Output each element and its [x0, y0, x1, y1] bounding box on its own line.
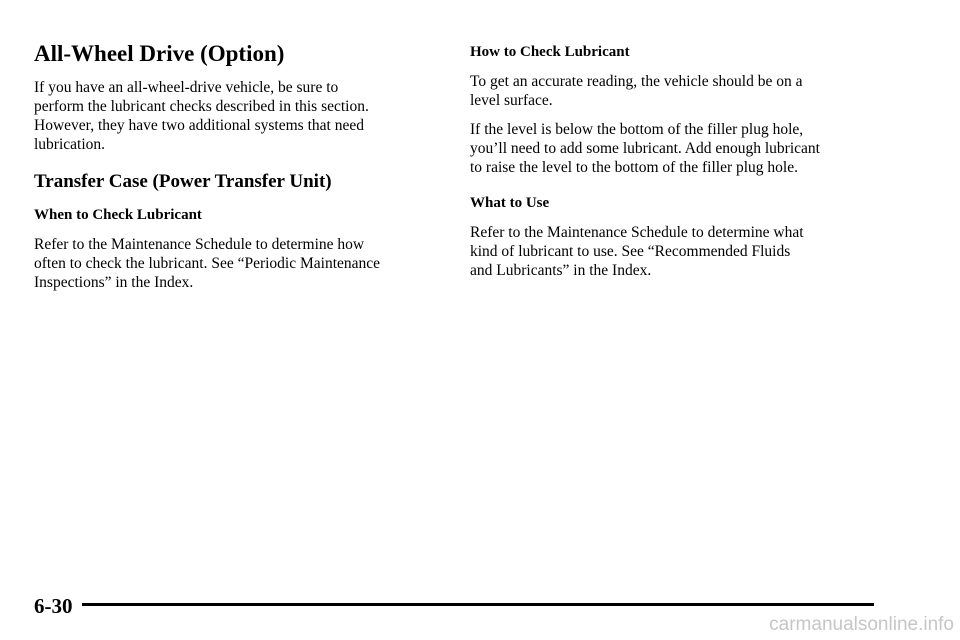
how-line: level surface.: [470, 92, 553, 109]
what-line: kind of lubricant to use. See “Recommended Fluids: [470, 243, 791, 260]
how-to-check-heading: How to Check Lubricant: [470, 44, 630, 60]
what-line: Refer to the Maintenance Schedule to determine what: [470, 224, 804, 241]
what-to-use-paragraph: [470, 223, 804, 280]
when-line: Refer to the Maintenance Schedule to determine how: [34, 236, 365, 253]
footer-rule: [82, 603, 874, 606]
page-number: 6-30: [34, 594, 73, 618]
when-to-check-heading: When to Check Lubricant: [34, 207, 202, 223]
watermark: carmanualsonline.info: [769, 614, 954, 635]
how-line: If the level is below the bottom of the filler plug hole,: [470, 121, 804, 138]
intro-line: lubrication.: [34, 136, 106, 153]
when-line: Inspections” in the Index.: [34, 274, 194, 291]
section-heading: Transfer Case (Power Transfer Unit): [34, 171, 332, 192]
intro-line: If you have an all-wheel-drive vehicle, be sure to: [34, 79, 339, 96]
how-line: To get an accurate reading, the vehicle should be on a: [470, 73, 803, 90]
intro-paragraph: [34, 78, 369, 154]
page-title: All-Wheel Drive (Option): [34, 41, 285, 66]
what-line: and Lubricants” in the Index.: [470, 262, 652, 279]
intro-line: perform the lubricant checks described in this section.: [34, 98, 369, 115]
how-to-check-paragraph-1: [470, 72, 802, 110]
when-line: often to check the lubricant. See “Periodic Maintenance: [34, 255, 381, 272]
how-line: to raise the level to the bottom of the filler plug hole.: [470, 159, 798, 176]
how-line: you’ll need to add some lubricant. Add enough lubricant: [470, 140, 820, 157]
when-to-check-paragraph: [34, 235, 380, 292]
what-to-use-heading: What to Use: [470, 195, 550, 211]
intro-line: However, they have two additional systems that need: [34, 117, 364, 134]
how-to-check-paragraph-2: [470, 120, 820, 177]
